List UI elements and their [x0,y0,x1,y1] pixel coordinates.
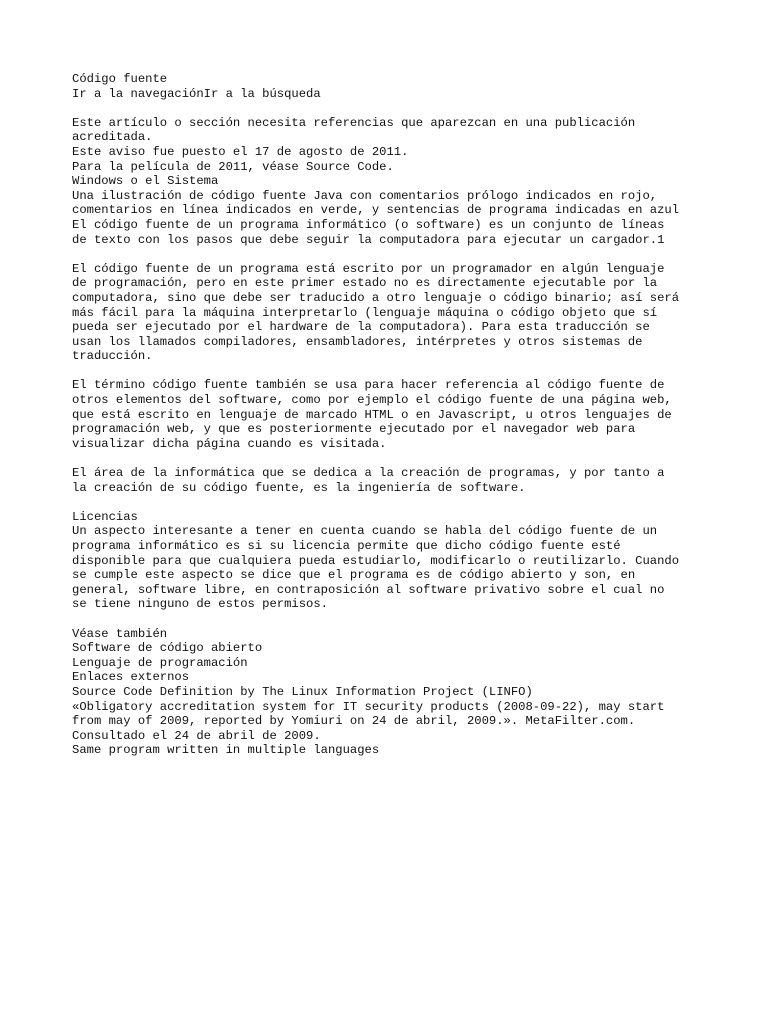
text-line: computadora, sino que debe ser traducido a otro lenguaje o código binario; así será [72,290,680,305]
text-line: Este aviso fue puesto el 17 de agosto de 2011. [72,144,409,159]
text-line: Un aspecto interesante a tener en cuenta cuando se habla del código fuente de un [72,524,658,539]
text-line: Este artículo o sección necesita referencias que aparezcan en una publicación [72,115,636,130]
text-line: Enlaces externos [72,670,190,685]
text-line: otros elementos del software, como por ejemplo el código fuente de una página web, [72,393,672,408]
text-line: Lenguaje de programación [72,655,248,670]
text-line: la creación de su código fuente, es la ingeniería de software. [72,480,526,495]
paragraph-gap [72,364,702,379]
text-block [72,378,702,451]
text-line: comentarios en línea indicados en verde, y sentencias de programa indicadas en azul [72,203,680,218]
text-line: from may of 2009, reported by Yomiuri on 24 de abril, 2009.». MetaFilter.com. [72,714,636,729]
paragraph-gap [72,101,702,116]
text-line: traducción. [72,349,153,364]
text-line: programa informático es si su licencia permite que dicho código fuente esté [72,539,621,553]
text-line: visualizar dicha página cuando es visitada. [72,436,387,451]
paragraph-gap [72,612,702,627]
text-block [72,510,702,612]
text-line: acreditada. [72,130,153,145]
text-line: Código fuente [72,72,168,86]
text-line: Same program written in multiple languages [72,743,380,758]
document-page [72,72,702,758]
text-line: de programación, pero en este primer estado no es directamente ejecutable por la [72,276,658,291]
text-block [72,116,702,247]
text-line: que está escrito en lenguaje de marcado HTML o en Javascript, u otros lenguajes de [72,407,672,422]
text-line: Source Code Definition by The Linux Information Project (LINFO) [72,684,533,699]
text-line: Software de código abierto [72,641,263,656]
paragraph-gap [72,247,702,262]
text-line: más fácil para la máquina interpretarlo (lenguaje máquina o código objeto que sí [72,305,658,320]
text-line: programación web, y que es posteriormente ejecutado por el navegador web para [72,422,636,437]
text-line: general, software libre, en contraposición al software privativo sobre el cual no [72,582,665,597]
text-line: El área de la informática que se dedica a la creación de programas, y por tanto a [72,466,665,481]
text-line: Una ilustración de código fuente Java con comentarios prólogo indicados en rojo, [72,188,658,203]
text-line: se tiene ninguno de estos permisos. [72,597,328,612]
text-line: Ir a la navegaciónIr a la búsqueda [72,86,321,101]
text-line: Windows o el Sistema [72,174,219,189]
paragraph-gap [72,451,702,466]
text-line: El término código fuente también se usa para hacer referencia al código fuente de [72,378,665,393]
text-block [72,262,702,364]
text-line: se cumple este aspecto se dice que el programa es de código abierto y son, en [72,568,636,583]
text-block [72,72,702,101]
text-line: El código fuente de un programa está escrito por un programador en algún lenguaje [72,261,665,276]
text-line: «Obligatory accreditation system for IT security products (2008-09-22), may start [72,699,665,714]
text-block [72,466,702,495]
text-line: Consultado el 24 de abril de 2009. [72,728,321,743]
text-line: Véase también [72,626,168,641]
text-line: pueda ser ejecutado por el hardware de la computadora). Para esta traducción se [72,320,650,335]
text-line: El código fuente de un programa informático (o software) es un conjunto de líneas [72,217,665,232]
text-line: Para la película de 2011, véase Source Code. [72,159,394,174]
text-block [72,627,702,758]
text-line: de texto con los pasos que debe seguir la computadora para ejecutar un cargador.1 [72,232,665,247]
text-line: Licencias [72,509,138,524]
text-line: usan los llamados compiladores, ensambladores, intérpretes y otros sistemas de [72,334,643,349]
paragraph-gap [72,495,702,510]
text-line: disponible para que cualquiera pueda estudiarlo, modificarlo o reutilizarlo. Cuando [72,553,680,568]
